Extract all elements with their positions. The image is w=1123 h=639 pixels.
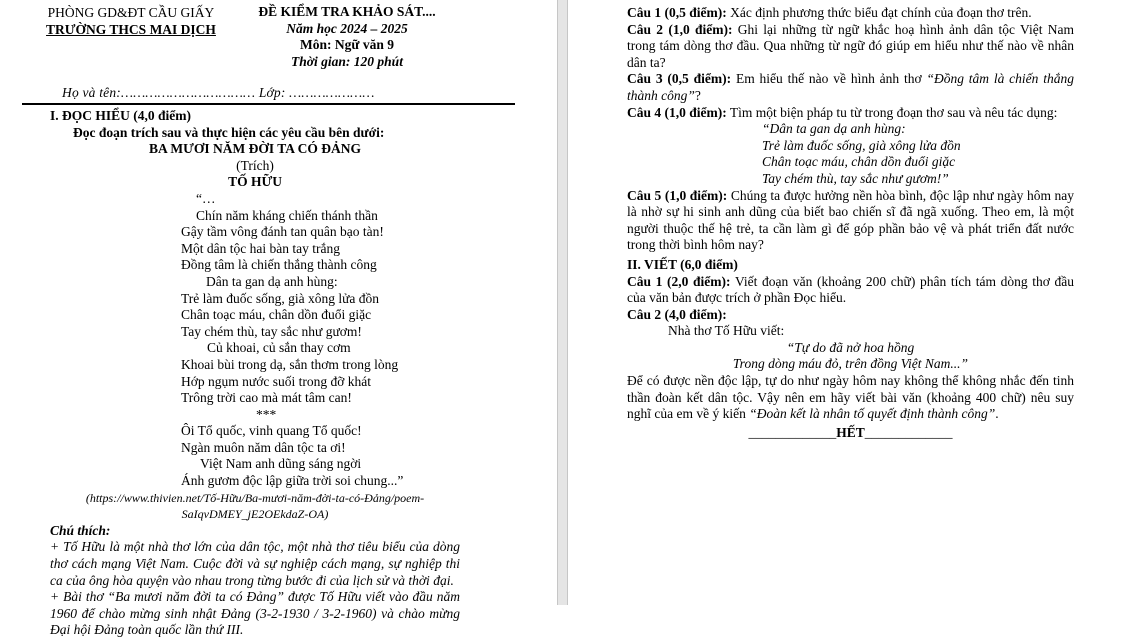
- poem-line: Trẻ làm đuốc sống, già xông lửa đồn: [181, 290, 380, 306]
- end-of-exam-marker: [627, 425, 1074, 442]
- reading-instruction: Đọc đoạn trích sau và thực hiện các yêu cầu bên dưới:: [73, 124, 385, 140]
- footnote-poem: + Bài thơ “Ba mươi năm đời ta có Đảng” được Tố Hữu viết vào đầu năm 1960 để chào mừng sinh nhật Đảng (3-2-1930 / 3-2-1960) và chào mừng Đại hội Đảng toàn quốc lần thứ III.: [50, 589, 460, 638]
- question-5: [627, 188, 1074, 254]
- exam-subject: Môn: Ngữ văn 9: [300, 37, 394, 52]
- question-5-label: Câu 5 (1,0 điểm):: [627, 187, 728, 203]
- question-3: [627, 71, 1074, 104]
- quote-line: Tay chém thù, tay sắc như gươm!”: [762, 170, 949, 186]
- quote-line: “Dân ta gan dạ anh hùng:: [762, 121, 906, 137]
- exam-duration: Thời gian: 120 phút: [291, 53, 403, 69]
- class-blank: …………………: [289, 85, 375, 100]
- question-2-text: Ghi lại những từ ngữ khắc hoạ hình ảnh dân tộc Việt Nam trong tám dòng thơ đầu. Qua những từ ngữ đó giúp em hiểu như thế nào về nhân dân ta?: [627, 21, 1075, 70]
- name-blank: ……………………………: [120, 85, 256, 100]
- poem-line: Đồng tâm là chiến thắng thành công: [181, 257, 377, 273]
- school-name: TRƯỜNG THCS MAI DỊCH: [46, 22, 216, 37]
- poem-line: Củ khoai, củ sắn thay cơm: [207, 340, 351, 356]
- footnote-author: + Tố Hữu là một nhà thơ lớn của dân tộc, một nhà thơ tiêu biểu của dòng thơ cách mạng Việt Nam. Cuộc đời và sự nghiệp cách mạng, sự nghiệp thi ca của ông hòa quyện vào nhau trong từng bước đi của lịch sử và thời đại.: [50, 539, 460, 588]
- stanza-separator: ***: [256, 406, 277, 422]
- poem-line: Gậy tầm vông đánh tan quân bạo tàn!: [181, 224, 384, 240]
- exam-page-2: [568, 0, 1123, 605]
- poem-line: Việt Nam anh dũng sáng ngời: [200, 456, 362, 472]
- poem-line: Ánh gươm độc lập giữa trời soi chung...”: [181, 473, 404, 489]
- student-info-line: [62, 85, 375, 101]
- question-4: [627, 105, 1074, 122]
- question-2-label: Câu 2 (1,0 điểm):: [627, 21, 733, 37]
- writing-question-1: [627, 274, 1074, 307]
- writing-question-2-intro: Nhà thơ Tố Hữu viết:: [668, 323, 785, 339]
- writing-task-quote: “Đoàn kết là nhân tố quyết định thành công”: [749, 406, 996, 422]
- question-3-label: Câu 3 (0,5 điểm):: [627, 71, 732, 87]
- poem-line: Trông trời cao mà mát tâm can!: [181, 390, 352, 406]
- poem-body: [181, 191, 557, 490]
- section-2-heading: II. VIẾT (6,0 điểm): [627, 256, 738, 272]
- section-1-heading: I. ĐỌC HIỂU (4,0 điểm): [50, 108, 191, 123]
- poem-source-url: (https://www.thivien.net/Tố-Hữu/Ba-mươi-năm-đời-ta-có-Đảng/poem-SaIqvDMEY_jE2OEkdaZ-OA): [85, 490, 425, 522]
- reading-section: [0, 108, 557, 639]
- question-4-label: Câu 4 (1,0 điểm):: [627, 104, 727, 120]
- quote-line: Chân toạc máu, chân dồn đuổi giặc: [762, 154, 956, 170]
- question-2: [627, 22, 1074, 72]
- question-1: [627, 5, 1074, 22]
- poem-line: Tay chém thù, tay sắc như gươm!: [181, 323, 362, 339]
- question-3-quote: “Đồng tâm là chiến thắng thành công”: [627, 71, 1074, 103]
- poem-line: Dân ta gan dạ anh hùng:: [206, 273, 338, 289]
- poem-header: [50, 141, 460, 191]
- writing-quote-line-1: “Tự do đã nở hoa hồng: [786, 339, 915, 355]
- footnotes: [50, 523, 460, 639]
- poem-excerpt-note: (Trích): [236, 157, 274, 173]
- writing-quote-line-2: Trong dòng máu đỏ, trên đồng Việt Nam...”: [732, 356, 969, 372]
- header-divider-line: [22, 103, 515, 105]
- poem-line: Chín năm kháng chiến thánh thần: [196, 207, 378, 223]
- department-name: PHÒNG GD&ĐT CẦU GIẤY: [47, 5, 215, 20]
- question-1-label: Câu 1 (0,5 điểm):: [627, 5, 727, 20]
- writing-question-1-label: Câu 1 (2,0 điểm):: [627, 273, 731, 289]
- end-underscore-right: _____________: [864, 424, 953, 440]
- exam-title: ĐỀ KIỂM TRA KHẢO SÁT....: [258, 4, 436, 19]
- question-3-text-end: ?: [694, 87, 701, 103]
- page-gap: [557, 0, 568, 605]
- poem-line: Hớp ngụm nước suối trong đỡ khát: [181, 373, 371, 389]
- question-4-text: Tìm một biện pháp tu từ trong đoạn thơ sau và nêu tác dụng:: [729, 104, 1058, 120]
- school-year: Năm học 2024 – 2025: [286, 20, 408, 36]
- writing-question-2-label: Câu 2 (4,0 điểm):: [627, 306, 727, 322]
- question-4-quote-block: [762, 121, 1074, 187]
- school-header: [45, 4, 217, 38]
- question-5-text: Chúng ta được hưởng nền hòa bình, độc lập như ngày hôm nay là nhờ sự hi sinh anh dũng của biết bao chiến sĩ đã ngã xuống. Theo em, là một người thuộc thế hệ trẻ, ta cần làm gì để góp phần bảo vệ và phát triển đất nước trong thời bình hôm nay?: [627, 187, 1075, 253]
- writing-question-1-text: Viết đoạn văn (khoảng 200 chữ) phân tích tám dòng thơ đầu của văn bản được trích ở phần Đọc hiểu.: [627, 273, 1074, 306]
- poem-line: Khoai bùi trong dạ, sắn thơm trong lòng: [181, 356, 399, 372]
- question-1-text: Xác định phương thức biểu đạt chính của đoạn thơ trên.: [730, 5, 1032, 20]
- end-label: HẾT: [836, 424, 865, 440]
- poem-open-quote: “…: [196, 190, 216, 206]
- name-label: Họ và tên:: [62, 85, 121, 100]
- poem-author: TỐ HỮU: [228, 174, 282, 190]
- exam-page-1: [0, 0, 557, 638]
- question-3-text: Em hiểu thế nào về hình ảnh thơ: [735, 71, 927, 87]
- poem-line: Một dân tộc hai bàn tay trắng: [181, 240, 340, 256]
- poem-title: BA MƯƠI NĂM ĐỜI TA CÓ ĐẢNG: [148, 141, 361, 157]
- exam-header: [248, 4, 446, 70]
- writing-task-text-end: .: [995, 406, 999, 422]
- poem-line: Ngàn muôn năm dân tộc ta ơi!: [181, 439, 346, 455]
- quote-line: Trẻ làm đuốc sống, già xông lửa đồn: [762, 137, 961, 153]
- end-underscore-left: _____________: [748, 424, 837, 440]
- poem-line: Ôi Tổ quốc, vinh quang Tổ quốc!: [181, 423, 362, 439]
- footnotes-heading: Chú thích:: [50, 522, 111, 538]
- writing-task-text: Để có được nền độc lập, tự do như ngày hôm nay không thể không nhắc đến tinh thần đoàn kết dân tộc. Vậy nên em hãy viết bài văn (khoảng 400 chữ) nêu suy nghĩ của em về ý kiến: [627, 373, 1074, 422]
- class-label: Lớp:: [258, 85, 286, 100]
- writing-question-2-task: [627, 373, 1074, 423]
- poem-line: Chân toạc máu, chân dồn đuổi giặc: [181, 307, 372, 323]
